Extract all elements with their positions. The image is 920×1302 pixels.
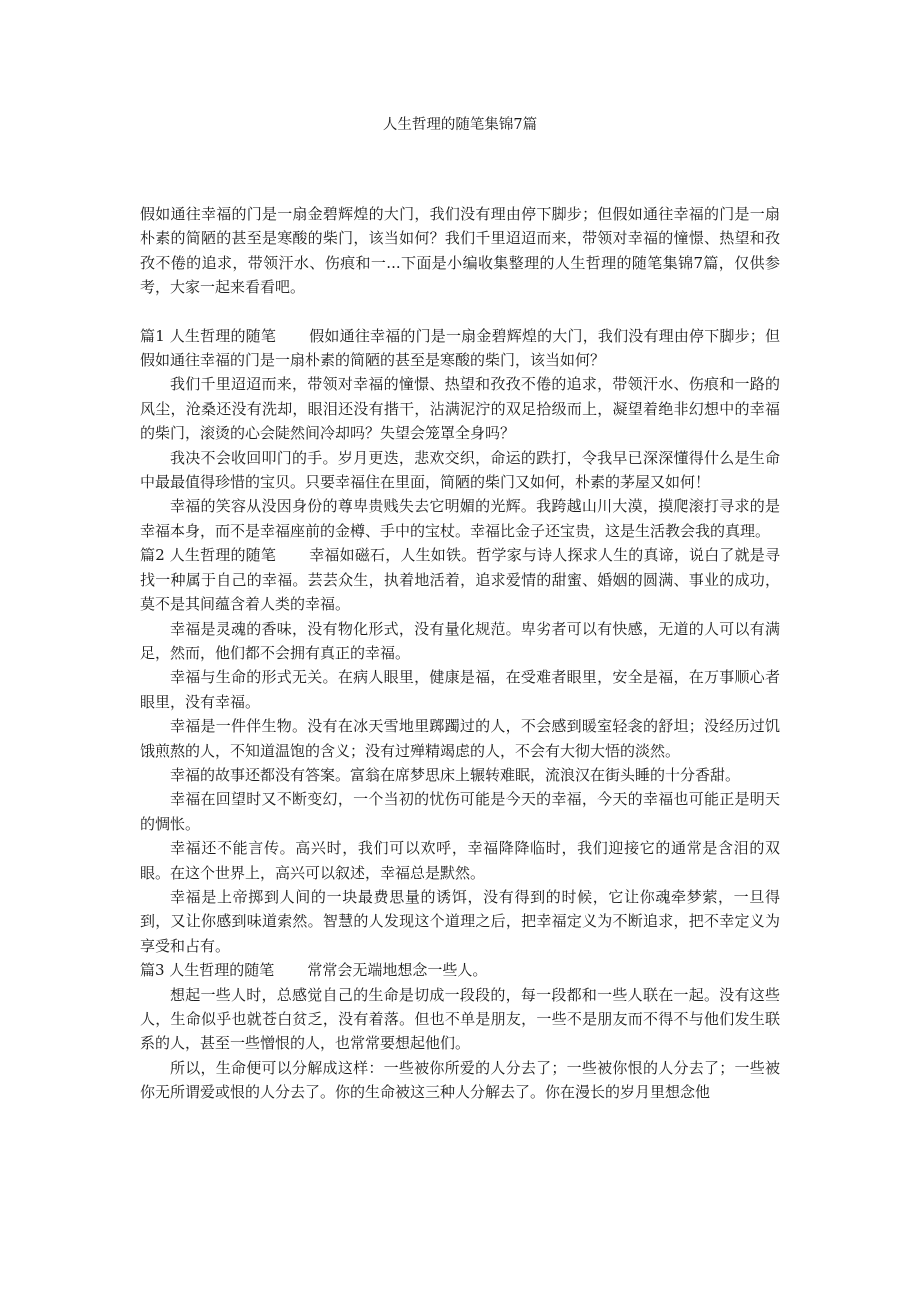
section-2-label: 篇2 人生哲理的随笔 xyxy=(140,546,277,565)
section-1-label: 篇1 人生哲理的随笔 xyxy=(140,326,277,345)
section-3-paragraph: 想起一些人时，总感觉自己的生命是切成一段段的，每一段都和一些人联在一起。没有这些人，生命似乎也就苍白贫乏，没有着落。但也不单是朋友，一些不是朋友而不得不与他们发生联系的人，甚至一些憎恨的人，也常常要想起他们。 xyxy=(140,985,780,1053)
section-2-lead: 幸福如磁石，人生如铁。哲学家与诗人探求人生的真谛，说白了就是寻找一种属于自己的幸福。芸芸众生，执着地活着，追求爱情的甜蜜、婚姻的圆满、事业的成功，莫不是其间蕴含着人类的幸福。 xyxy=(140,546,780,614)
section-2-heading xyxy=(140,543,780,616)
section-3-paragraph: 所以，生命便可以分解成这样：一些被你所爱的人分去了；一些被你恨的人分去了；一些被你无所谓爱或恨的人分去了。你的生命被这三种人分解去了。你在漫长的岁月里想念他 xyxy=(140,1058,780,1102)
document-title: 人生哲理的随笔集锦7篇 xyxy=(382,117,538,133)
intro-paragraph: 假如通往幸福的门是一扇金碧辉煌的大门，我们没有理由停下脚步；但假如通往幸福的门是一扇朴素的简陋的甚至是寒酸的柴门，该当如何？我们千里迢迢而来，带领对幸福的憧憬、热望和孜孜不倦的追求，带领汗水、伤痕和一...下面是小编收集整理的人生哲理的随笔集锦7篇，仅供参考，大家一起来看看吧。 xyxy=(140,205,780,297)
document-body xyxy=(140,202,780,1105)
section-2-paragraph: 幸福是灵魂的香味，没有物化形式，没有量化规范。卑劣者可以有快感，无道的人可以有满足，然而，他们都不会拥有真正的幸福。 xyxy=(140,619,780,662)
section-1-paragraph: 幸福的笑容从没因身份的尊卑贵贱失去它明媚的光辉。我跨越山川大漠，摸爬滚打寻求的是幸福本身，而不是幸福座前的金樽、手中的宝杖。幸福比金子还宝贵，这是生活教会我的真理。 xyxy=(140,497,780,540)
section-3-label: 篇3 人生哲理的随笔 xyxy=(140,961,275,980)
section-2-paragraph: 幸福在回望时又不断变幻，一个当初的忧伤可能是今天的幸福，今天的幸福也可能正是明天的惆怅。 xyxy=(140,790,780,833)
section-1-paragraph: 我决不会收回叩门的手。岁月更迭，悲欢交织，命运的跌打，令我早已深深懂得什么是生命中最最值得珍惜的宝贝。只要幸福住在里面，简陋的柴门又如何，朴素的茅屋又如何！ xyxy=(140,448,780,492)
section-2-paragraph: 幸福的故事还都没有答案。富翁在席梦思床上辗转难眠，流浪汉在街头睡的十分香甜。 xyxy=(170,765,741,784)
section-3-lead: 常常会无端地想念一些人。 xyxy=(307,961,488,980)
section-2-paragraph: 幸福是上帝掷到人间的一块最费思量的诱饵，没有得到的时候，它让你魂牵梦萦，一旦得到，又让你感到味道索然。智慧的人发现这个道理之后，把幸福定义为不断追求，把不幸定义为享受和占有。 xyxy=(140,887,780,955)
section-1-heading xyxy=(140,324,780,373)
section-3-heading xyxy=(140,958,780,982)
section-2-paragraph: 幸福还不能言传。高兴时，我们可以欢呼，幸福降降临时，我们迎接它的通常是含泪的双眼。在这个世界上，高兴可以叙述，幸福总是默然。 xyxy=(140,839,780,882)
section-1-paragraph: 我们千里迢迢而来，带领对幸福的憧憬、热望和孜孜不倦的追求，带领汗水、伤痕和一路的风尘，沧桑还没有洗却，眼泪还没有揩干，沾满泥泞的双足拾级而上，凝望着绝非幻想中的幸福的柴门，滚烫的心会陡然间冷却吗？失望会笼罩全身吗？ xyxy=(140,375,780,443)
section-2-paragraph: 幸福是一件伴生物。没有在冰天雪地里踯躅过的人，不会感到暖室轻衾的舒坦；没经历过饥饿煎熬的人，不知道温饱的含义；没有过殚精竭虑的人，不会有大彻大悟的淡然。 xyxy=(140,717,780,760)
section-1-lead: 假如通往幸福的门是一扇金碧辉煌的大门，我们没有理由停下脚步；但假如通往幸福的门是一扇朴素的简陋的甚至是寒酸的柴门，该当如何？ xyxy=(140,326,780,370)
section-2-paragraph: 幸福与生命的形式无关。在病人眼里，健康是福，在受难者眼里，安全是福，在万事顺心者眼里，没有幸福。 xyxy=(140,668,780,711)
